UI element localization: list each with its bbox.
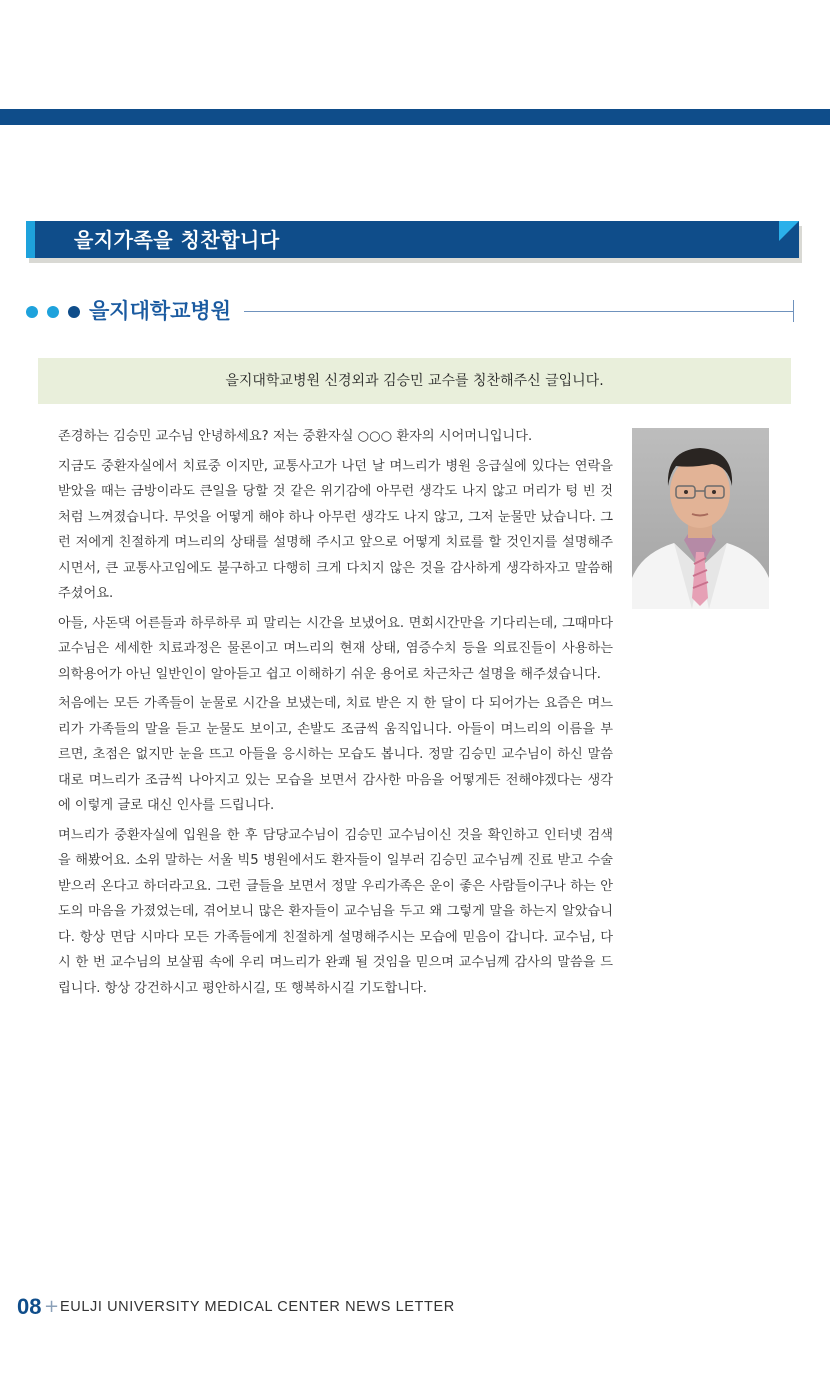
hospital-name: 을지대학교병원 <box>89 299 232 323</box>
divider-line <box>244 311 794 312</box>
hospital-subheading <box>26 293 796 329</box>
bullet-dot-icon <box>68 306 80 318</box>
bullet-dot-icon <box>47 306 59 318</box>
divider-end-tick <box>793 300 794 322</box>
caption-box <box>38 358 791 404</box>
letter-paragraph: 존경하는 김승민 교수님 안녕하세요? 저는 중환자실 ○○○ 환자의 시어머니입니다. <box>58 429 533 444</box>
caption-text: 을지대학교병원 신경외과 김승민 교수를 칭찬해주신 글입니다. <box>225 373 604 389</box>
page-footer <box>17 1293 617 1323</box>
section-banner <box>26 221 799 258</box>
letter-paragraph: 며느리가 중환자실에 입원을 한 후 담당교수님이 김승민 교수님이신 것을 확인하고 인터넷 검색을 해봤어요. 소위 말하는 서울 빅5 병원에서도 환자들이 일부러 김승민 교수님께 진료 받고 수술 받으러 온다고 하더라고요. 그런 글들을 보면서 정말 우리가족은 운이 좋은 사람들이구나 하는 안도의 마음을 가졌었는데, 겪어보니 많은 환자들이 교수님을 두고 왜 그렇게 말을 하는지 알았습니다. 항상 면담 시마다 모든 가족들에게 친절하게 설명해주시는 모습에 믿음이 갑니다. 교수님, 다시 한 번 교수님의 보살핌 속에 우리 며느리가 완쾌 될 것임을 믿으며 교수님께 감사의 말씀을 드립니다. 항상 강건하시고 평안하시길, 또 행복하시길 기도합니다. <box>58 827 613 996</box>
page-number: 08 <box>17 1294 42 1319</box>
plus-icon: + <box>44 1296 60 1317</box>
letter-body <box>58 424 613 1005</box>
top-color-band <box>0 109 830 125</box>
banner-corner-fold <box>779 221 799 241</box>
letter-paragraph: 지금도 중환자실에서 치료중 이지만, 교통사고가 나던 날 며느리가 병원 응급실에 있다는 연락을 받았을 때는 금방이라도 큰일을 당할 것 같은 위기감에 아무런 생각도 나지 않고 머리가 텅 빈 것처럼 느껴졌습니다. 무엇을 어떻게 해야 하나 아무런 생각도 나지 않고, 그저 눈물만 났습니다. 그런 저에게 친절하게 며느리의 상태를 설명해 주시고 앞으로 어떻게 치료를 할 것인지를 설명해주시면서, 큰 교통사고임에도 불구하고 다행히 크게 다치지 않은 것을 감사하게 생각하자고 말씀해주셨어요. <box>58 458 613 601</box>
letter-paragraph: 처음에는 모든 가족들이 눈물로 시간을 보냈는데, 치료 받은 지 한 달이 다 되어가는 요즘은 며느리가 가족들의 말을 듣고 눈물도 보이고, 손발도 조금씩 움직입니다. 아들이 며느리의 이름을 부르면, 초점은 없지만 눈을 뜨고 아들을 응시하는 모습도 봅니다. 정말 김승민 교수님이 하신 말씀대로 며느리가 조금씩 나아지고 있는 모습을 보면서 감사한 마음을 어떻게든 전해야겠다는 생각에 이렇게 글로 대신 인사를 드립니다. <box>58 696 613 813</box>
section-title: 을지가족을 칭찬합니다 <box>74 228 280 252</box>
doctor-portrait-photo <box>632 428 769 609</box>
newsletter-title: EULJI UNIVERSITY MEDICAL CENTER NEWS LETTER <box>60 1299 455 1315</box>
letter-paragraph: 아들, 사돈댁 어른들과 하루하루 피 말리는 시간을 보냈어요. 면회시간만을 기다리는데, 그때마다 교수님은 세세한 치료과정은 물론이고 며느리의 현재 상태, 염증수치 등을 의료진들이 사용하는 의학용어가 아닌 일반인이 알아듣고 쉽고 이해하기 쉬운 용어로 차근차근 설명을 해주셨습니다. <box>58 615 613 682</box>
bullet-dot-icon <box>26 306 38 318</box>
banner-accent-stripe <box>26 221 35 258</box>
